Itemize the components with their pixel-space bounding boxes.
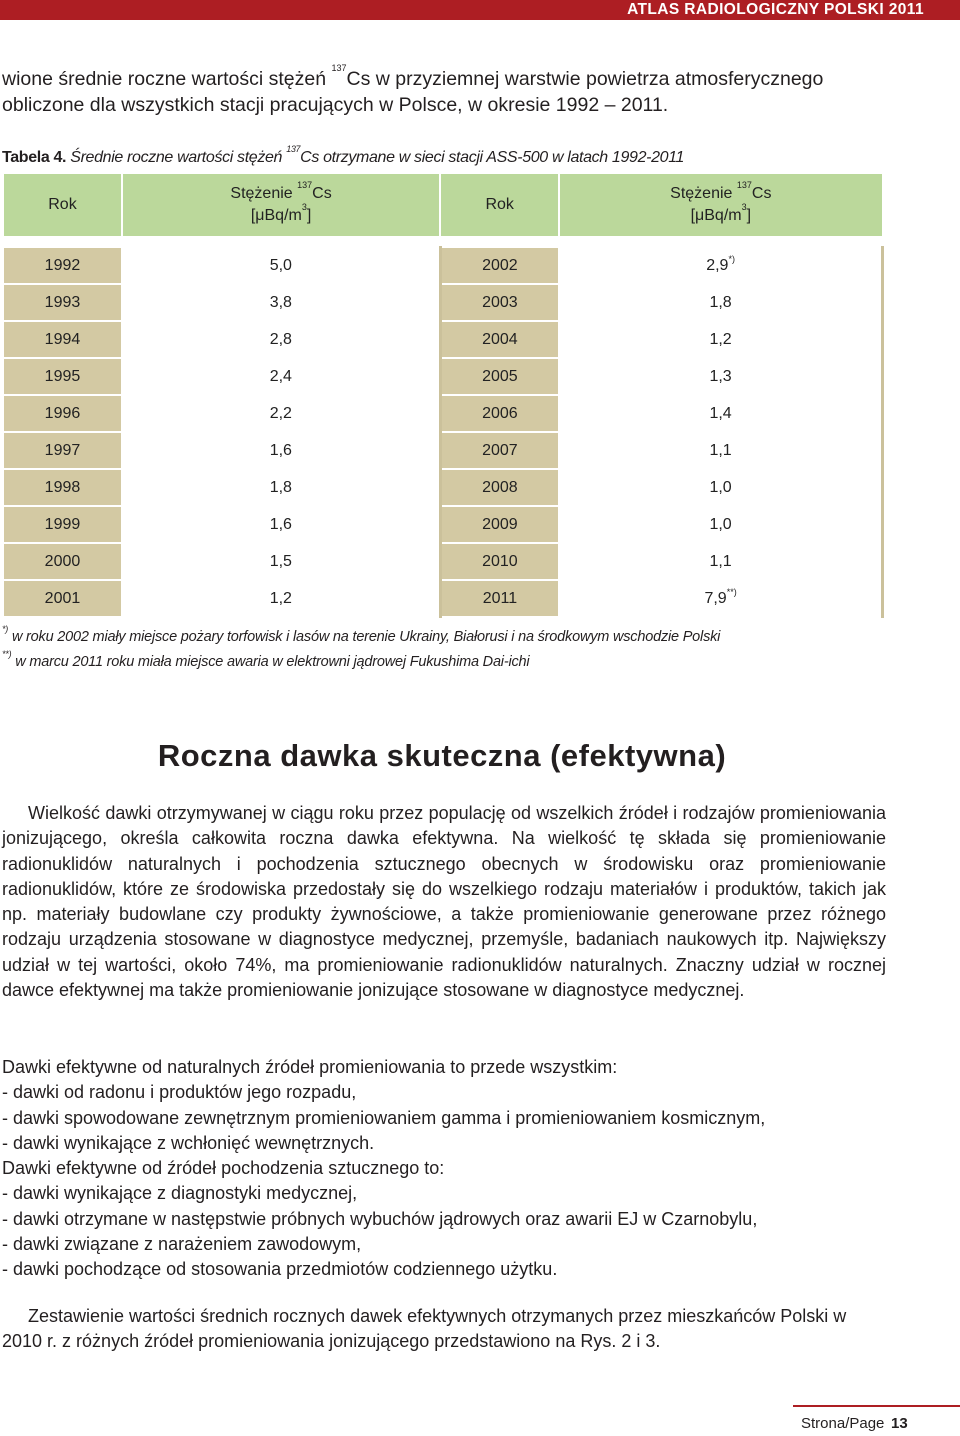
year-cell: 2005 — [440, 358, 559, 395]
conc-label-prefix: Stężenie — [670, 185, 737, 202]
value-cell — [559, 284, 882, 321]
table-caption — [2, 144, 902, 169]
intro-isotope-sup: 137 — [331, 63, 347, 73]
value-cell: 1,2 — [122, 580, 440, 617]
table-row — [3, 395, 883, 432]
list-line: - dawki wynikające z wchłonięć wewnętrznych. — [2, 1132, 375, 1153]
value-cell: 1,6 — [122, 432, 440, 469]
table-row — [3, 543, 883, 580]
value-note: **) — [726, 586, 737, 597]
list-line: Dawki efektywne od naturalnych źródeł promieniowania to przede wszystkim: — [2, 1057, 618, 1077]
value-cell: 3,8 — [122, 284, 440, 321]
value-cell: 2,2 — [122, 395, 440, 432]
year-cell: 1995 — [3, 358, 122, 395]
list-line: - dawki otrzymane w następstwie próbnych wybuchów jądrowych oraz awarii EJ w Czarnobylu, — [2, 1208, 758, 1229]
header-title: ATLAS RADIOLOGICZNY POLSKI 2011 — [627, 1, 924, 18]
year-cell: 1992 — [3, 247, 122, 284]
year-cell: 2006 — [440, 395, 559, 432]
table-row — [3, 284, 883, 321]
value-text: 1,1 — [709, 552, 732, 570]
conc-label-suffix: Cs — [312, 185, 332, 202]
footnote-mark: *) — [2, 624, 9, 634]
value-text: 7,9 — [704, 589, 727, 607]
year-cell: 2011 — [440, 580, 559, 617]
table-row — [3, 580, 883, 617]
unit-label-sup: 3 — [301, 202, 307, 212]
year-cell: 2009 — [440, 506, 559, 543]
year-cell: 1997 — [3, 432, 122, 469]
year-cell: 2003 — [440, 284, 559, 321]
footnote-2 — [2, 649, 530, 672]
value-cell — [559, 358, 882, 395]
value-note: *) — [728, 253, 735, 264]
unit-label-suffix: ] — [306, 207, 312, 224]
table-row — [3, 358, 883, 395]
header-bar — [0, 0, 960, 20]
year-cell: 1999 — [3, 506, 122, 543]
value-cell — [559, 469, 882, 506]
year-cell: 1994 — [3, 321, 122, 358]
footnote-text: w marcu 2011 roku miała miejsce awaria w elektrowni jądrowej Fukushima Dai-ichi — [11, 654, 530, 670]
year-cell: 2010 — [440, 543, 559, 580]
list-line: - dawki spowodowane zewnętrznym promieniowaniem gamma i promieniowaniem kosmicznym, — [2, 1107, 766, 1128]
year-cell: 2001 — [3, 580, 122, 617]
cs137-table — [2, 172, 884, 618]
value-cell — [559, 321, 882, 358]
footnote-mark: **) — [2, 649, 12, 659]
value-cell: 5,0 — [122, 247, 440, 284]
list-line: - dawki wynikające z diagnostyki medycznej, — [2, 1183, 358, 1204]
year-cell: 1998 — [3, 469, 122, 506]
body-paragraph-3: Zestawienie wartości średnich rocznych dawek efektywnych otrzymanych przez mieszkańców Polski w 2010 r. z różnych źródeł promieniowania jonizującego przedstawiono na Rys. 2 i 3. — [2, 1306, 847, 1352]
intro-text-start: wione średnie roczne wartości stężeń — [2, 68, 332, 90]
conc-label-suffix: Cs — [751, 185, 772, 202]
value-cell — [559, 506, 882, 543]
table-row — [3, 432, 883, 469]
col-header-conc-2 — [559, 173, 882, 237]
unit-label-suffix: ] — [746, 207, 752, 224]
caption-text-start: Średnie roczne wartości stężeń — [70, 149, 287, 166]
conc-label-prefix: Stężenie — [230, 185, 298, 202]
list-line: - dawki związane z narażeniem zawodowym, — [2, 1234, 362, 1255]
value-text: 1,8 — [709, 293, 732, 311]
value-text: 1,2 — [709, 330, 732, 348]
table-spacer-row — [3, 237, 883, 247]
section-title: Roczna dawka skuteczna (efektywna) — [157, 738, 727, 773]
year-cell: 2008 — [440, 469, 559, 506]
value-cell: 2,8 — [122, 321, 440, 358]
value-cell — [559, 580, 882, 617]
value-cell — [559, 432, 882, 469]
value-text: 1,4 — [709, 404, 732, 422]
value-cell — [559, 543, 882, 580]
caption-isotope-sup: 137 — [286, 144, 301, 154]
page-number: 13 — [891, 1415, 908, 1432]
conc-label-sup: 137 — [736, 180, 752, 190]
footnote-text: w roku 2002 miały miejsce pożary torfowisk i lasów na terenie Ukrainy, Białorusi i na środkowym wschodzie Polski — [8, 629, 721, 645]
year-cell: 2004 — [440, 321, 559, 358]
unit-label-prefix: [μBq/m — [250, 207, 302, 224]
value-text: 2,9 — [706, 256, 729, 274]
table-row — [3, 506, 883, 543]
year-cell: 2000 — [3, 543, 122, 580]
table-header-row — [3, 173, 883, 237]
year-cell: 2002 — [440, 247, 559, 284]
value-cell: 2,4 — [122, 358, 440, 395]
table-row — [3, 469, 883, 506]
col-header-conc-1 — [122, 173, 440, 237]
table-row — [3, 321, 883, 358]
footnote-1 — [2, 624, 721, 647]
intro-paragraph — [2, 63, 882, 118]
value-text: 1,3 — [709, 367, 732, 385]
year-cell: 1996 — [3, 395, 122, 432]
value-text: 1,0 — [709, 515, 732, 533]
conc-label-sup: 137 — [297, 180, 313, 190]
value-cell — [559, 395, 882, 432]
table-caption-text — [70, 144, 685, 166]
value-cell — [559, 247, 882, 284]
value-text: 1,0 — [709, 478, 732, 496]
unit-label-sup: 3 — [741, 202, 747, 212]
col-header-rok-1: Rok — [3, 173, 122, 237]
list-line: Dawki efektywne od źródeł pochodzenia sztucznego to: — [2, 1158, 445, 1179]
page-label: Strona/Page — [801, 1415, 885, 1432]
list-line: - dawki pochodzące od stosowania przedmiotów codziennego użytku. — [2, 1259, 558, 1280]
body-paragraph-1: Wielkość dawki otrzymywanej w ciągu roku przez populację od wszelkich źródeł i rodzajów promieniowania jonizującego, określa całkowita roczna dawka efektywna. Na wielkość tę składa się promieniowanie radionuklidów naturalnych i pochodzenia sztucznego obecnych w środowisku oraz promieniowanie radionuklidów, które ze środowiska przedostały się do wszelkiego rodzaju materiałów i produktów, takich jak np. materiały budowlane czy produkty żywnościowe, a także promieniowanie generowane przez różnego rodzaju urządzenia stosowane w diagnostyce medycznej, przemyśle, badaniach naukowych itp. Największy udział w tej wartości, około 74%, ma promieniowanie radionuklidów naturalnych. Znaczny udział w rocznej dawce efektywnej ma także promieniowanie jonizujące stosowane w diagnostyce medycznej. — [2, 803, 886, 1001]
list-line: - dawki od radonu i produktów jego rozpadu, — [2, 1082, 357, 1103]
unit-label-prefix: [μBq/m — [690, 207, 742, 224]
value-text: 1,1 — [709, 441, 732, 459]
year-cell: 1993 — [3, 284, 122, 321]
value-cell: 1,5 — [122, 543, 440, 580]
intro-text-end: Cs w przyziemnej warstwie powietrza atmosferycznego obliczone dla wszystkich stacji pracujących w Polsce, w okresie 1992 – 2011. — [2, 68, 824, 116]
dose-sources-list — [2, 1055, 886, 1283]
table-caption-label: Tabela 4. — [2, 149, 67, 166]
table-row — [3, 247, 883, 284]
value-cell: 1,6 — [122, 506, 440, 543]
page-footer — [793, 1405, 960, 1436]
col-header-rok-2: Rok — [440, 173, 559, 237]
caption-text-end: Cs otrzymane w sieci stacji ASS-500 w latach 1992-2011 — [300, 149, 685, 166]
table-spacer-cell — [3, 237, 883, 247]
year-cell: 2007 — [440, 432, 559, 469]
value-cell: 1,8 — [122, 469, 440, 506]
